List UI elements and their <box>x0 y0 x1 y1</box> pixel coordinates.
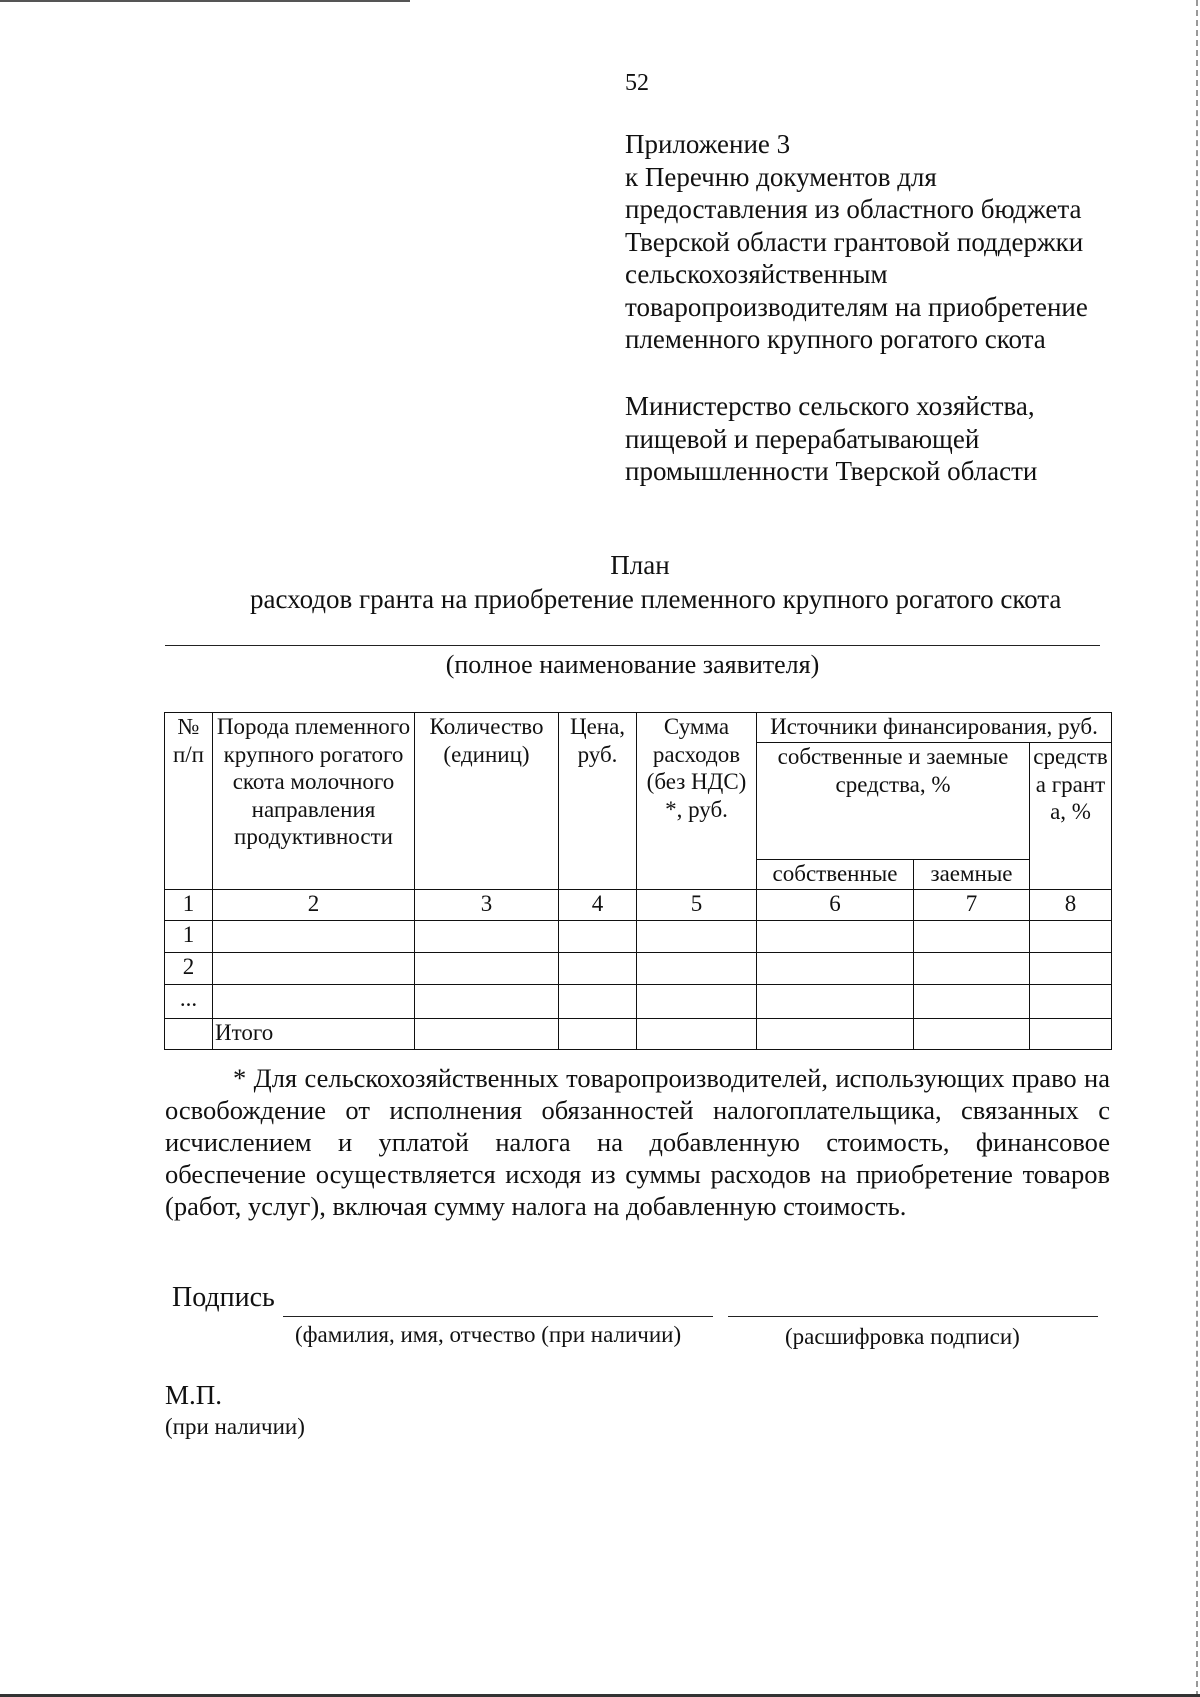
signature-name-caption: (фамилия, имя, отчество (при наличии) <box>295 1322 682 1347</box>
header-breed: Породa племенного крупного рогатого скота молочного направления продуктивности <box>213 713 415 890</box>
total-label: Итого <box>213 1019 415 1050</box>
signature-name-field[interactable] <box>283 1316 713 1317</box>
ministry-line: пищевой и перерабатывающей <box>625 423 980 454</box>
appendix-header <box>625 128 1185 356</box>
table-row <box>165 921 1112 953</box>
header-borrowed: заемные <box>914 860 1030 890</box>
cell-borrowed[interactable] <box>914 953 1030 985</box>
cell-sum[interactable] <box>637 953 757 985</box>
scan-edge-top <box>0 0 410 2</box>
cell-borrowed[interactable] <box>914 985 1030 1019</box>
signature-label: Подпись <box>172 1282 275 1313</box>
cell-own[interactable] <box>757 1019 914 1050</box>
footnote-text: * Для сельскохозяйственных товаропроизводителей, использующих право на освобождение от исполнения обязанностей налогоплательщика, связанных с исчислением и уплатой налога на добавленную стоимость, финансовое обеспечение осуществляется исходя из суммы расходов на приобретение товаров (работ, услуг), включая сумму налога на добавленную стоимость. <box>165 1063 1110 1221</box>
ministry-addressee <box>625 390 1037 488</box>
column-number: 7 <box>914 890 1030 921</box>
header-funding-sources: Источники финансирования, руб. <box>757 713 1112 743</box>
header-sum: Сумма расходов (без НДС) *, руб. <box>637 713 757 890</box>
cell-breed[interactable] <box>213 985 415 1019</box>
column-number: 6 <box>757 890 914 921</box>
column-number: 1 <box>165 890 213 921</box>
cell-breed[interactable] <box>213 953 415 985</box>
header-grant: средства гранта, % <box>1030 743 1112 890</box>
appendix-line: к Перечню документов для <box>625 161 937 192</box>
row-number-empty <box>165 1019 213 1050</box>
appendix-line: племенного крупного рогатого скота <box>625 324 1046 354</box>
column-number-row <box>165 890 1112 921</box>
plan-subtitle: расходов гранта на приобретение племенного крупного рогатого скота <box>250 584 1062 614</box>
header-row-number: № п/п <box>165 713 213 890</box>
column-number: 5 <box>637 890 757 921</box>
cell-price[interactable] <box>559 953 637 985</box>
table-row <box>165 985 1112 1019</box>
header-own: собственные <box>757 860 914 890</box>
cell-grant[interactable] <box>1030 985 1112 1019</box>
page-number: 52 <box>625 70 649 96</box>
cell-price[interactable] <box>559 1019 637 1050</box>
applicant-name-field[interactable] <box>165 645 1100 646</box>
cell-sum[interactable] <box>637 921 757 953</box>
scan-edge-right <box>1196 0 1198 1697</box>
appendix-line: предоставления из областного бюджета <box>625 194 1082 224</box>
cell-borrowed[interactable] <box>914 921 1030 953</box>
cell-sum[interactable] <box>637 1019 757 1050</box>
appendix-line: сельскохозяйственным <box>625 259 888 289</box>
column-number: 2 <box>213 890 415 921</box>
total-row <box>165 1019 1112 1050</box>
signature-decode-field[interactable] <box>728 1316 1098 1317</box>
cell-breed[interactable] <box>213 921 415 953</box>
cell-own[interactable] <box>757 985 914 1019</box>
signature-decode-caption: (расшифровка подписи) <box>785 1324 1020 1349</box>
appendix-line: товаропроизводителям на приобретение <box>625 291 1088 322</box>
cell-own[interactable] <box>757 953 914 985</box>
cell-price[interactable] <box>559 921 637 953</box>
ministry-line: Министерство сельского хозяйства, <box>625 391 1035 421</box>
stamp-label: М.П. <box>165 1380 223 1410</box>
header-own-borrowed: собственные и заемные средства, % <box>757 743 1030 860</box>
row-number: 2 <box>165 953 213 985</box>
row-number: ... <box>165 985 213 1019</box>
cell-grant[interactable] <box>1030 1019 1112 1050</box>
cell-quantity[interactable] <box>415 1019 559 1050</box>
plan-title: План <box>610 550 670 580</box>
table-row <box>165 953 1112 985</box>
applicant-caption: (полное наименование заявителя) <box>445 650 820 679</box>
cell-quantity[interactable] <box>415 985 559 1019</box>
cell-price[interactable] <box>559 985 637 1019</box>
column-number: 4 <box>559 890 637 921</box>
expense-plan-table <box>164 712 1112 1050</box>
cell-sum[interactable] <box>637 985 757 1019</box>
footnote <box>165 1062 1110 1222</box>
column-number: 8 <box>1030 890 1112 921</box>
header-quantity: Количество (единиц) <box>415 713 559 890</box>
column-number: 3 <box>415 890 559 921</box>
cell-grant[interactable] <box>1030 953 1112 985</box>
cell-grant[interactable] <box>1030 921 1112 953</box>
row-number: 1 <box>165 921 213 953</box>
appendix-line: Тверской области грантовой поддержки <box>625 226 1084 257</box>
cell-borrowed[interactable] <box>914 1019 1030 1050</box>
ministry-line: промышленности Тверской области <box>625 456 1038 486</box>
cell-quantity[interactable] <box>415 921 559 953</box>
stamp-note: (при наличии) <box>165 1414 305 1439</box>
appendix-line: Приложение 3 <box>625 129 791 159</box>
cell-quantity[interactable] <box>415 953 559 985</box>
cell-own[interactable] <box>757 921 914 953</box>
header-price: Цена, руб. <box>559 713 637 890</box>
